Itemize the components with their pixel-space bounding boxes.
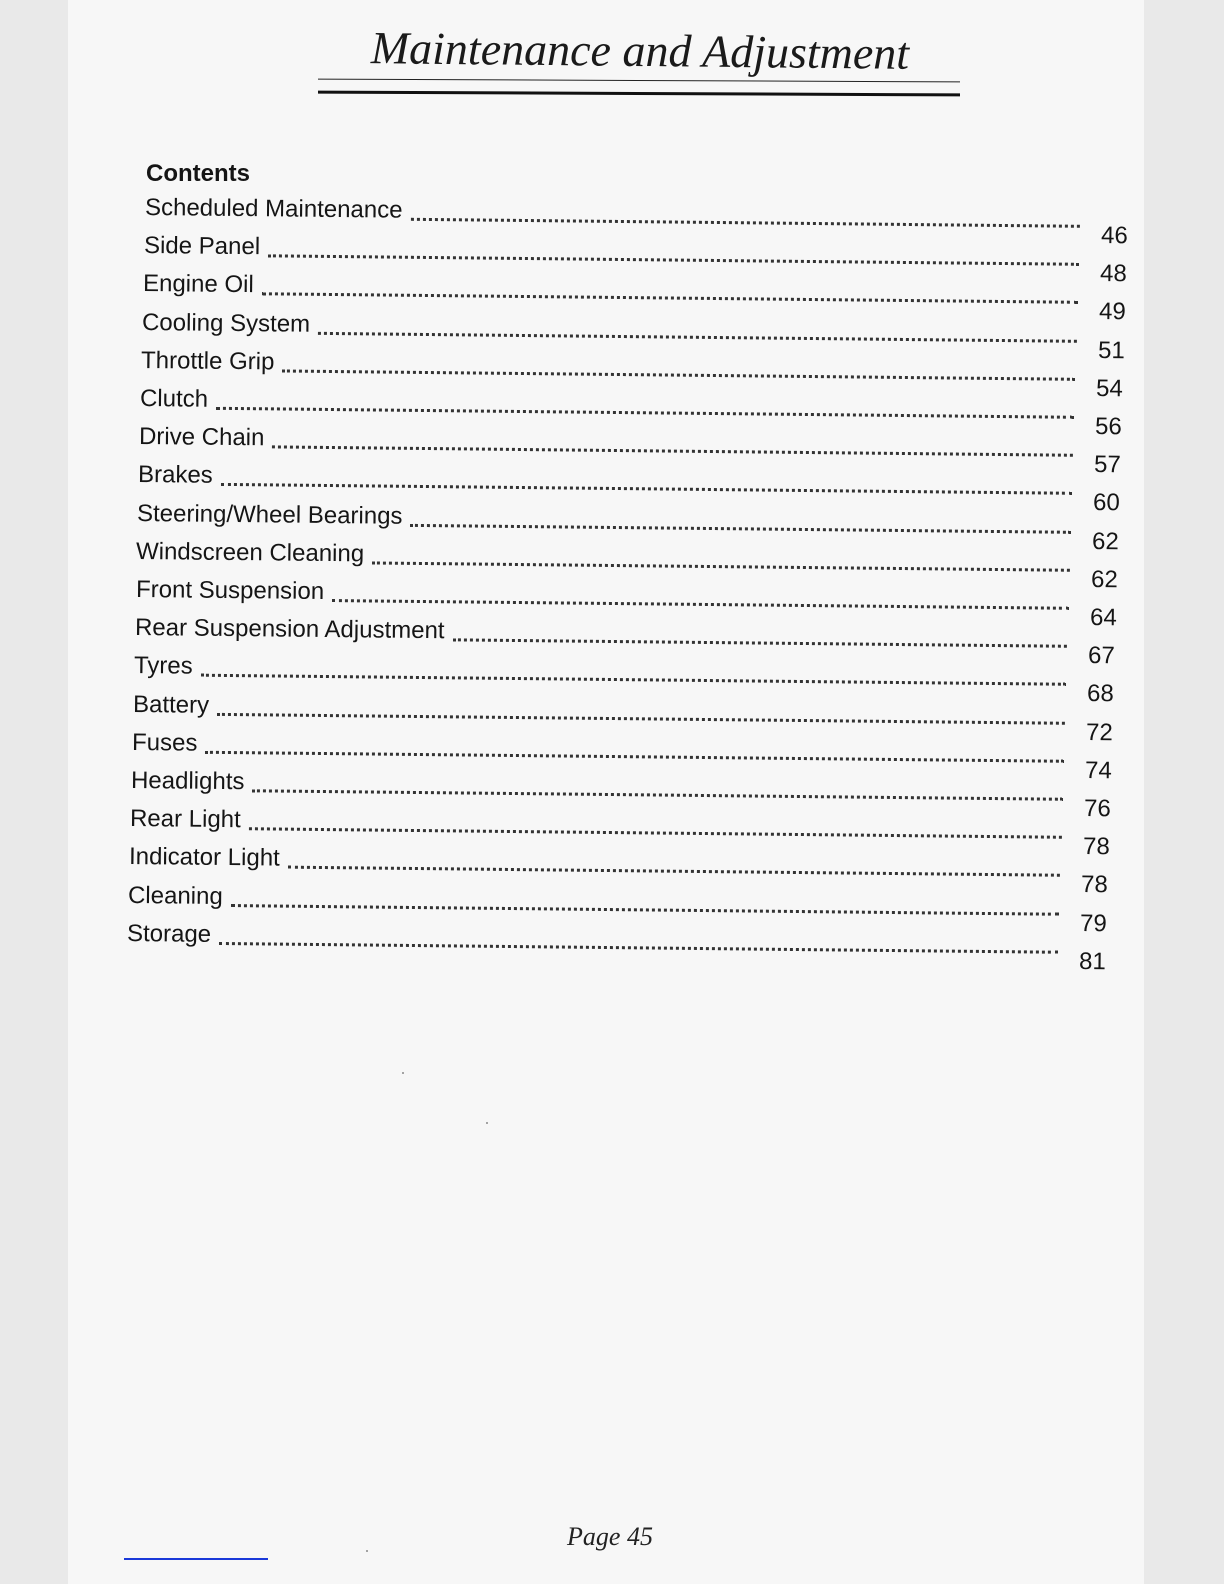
toc-entry-label: Headlights [130, 767, 245, 796]
toc-entry-page: 78 [1080, 870, 1108, 899]
toc-entry-label: Side Panel [143, 232, 261, 261]
toc-entry-page: 51 [1097, 337, 1125, 365]
toc-entry-label: Battery [132, 691, 210, 719]
toc-entry-page: 57 [1093, 451, 1121, 479]
toc-entry-label: Drive Chain [138, 423, 265, 452]
toc-leader-dots [252, 788, 1063, 800]
page-title: Maintenance and Adjustment [370, 22, 910, 79]
toc-leader-dots [410, 523, 1071, 534]
toc-leader-dots [205, 750, 1064, 763]
toc-entry-label: Brakes [137, 461, 213, 489]
toc-entry-page: 74 [1084, 756, 1112, 785]
toc-entry-page: 64 [1089, 603, 1117, 632]
toc-entry-page: 76 [1083, 794, 1111, 823]
toc-entry-page: 78 [1082, 832, 1110, 861]
toc-leader-dots [262, 291, 1078, 304]
toc-entry-page: 72 [1085, 718, 1113, 747]
toc-leader-dots [410, 217, 1079, 228]
toc-entry-page: 54 [1095, 375, 1123, 403]
toc-entry-label: Rear Light [129, 805, 241, 834]
toc-entry-label: Windscreen Cleaning [135, 538, 365, 568]
toc-entry-page: 62 [1090, 566, 1118, 594]
toc-entry-label: Tyres [133, 652, 193, 680]
toc-entry-page: 81 [1078, 947, 1106, 976]
scan-speck [402, 1072, 404, 1074]
toc-leader-dots [217, 712, 1065, 725]
contents-heading: Contents [146, 160, 250, 187]
toc-leader-dots [332, 598, 1069, 610]
toc-leader-dots [249, 826, 1062, 839]
toc-leader-dots [268, 253, 1079, 265]
toc-entry-label: Scheduled Maintenance [144, 194, 403, 224]
toc-entry-label: Storage [126, 920, 212, 948]
toc-entry-label: Engine Oil [142, 270, 254, 299]
toc-entry-page: 46 [1100, 222, 1128, 250]
scan-speck [486, 1122, 488, 1124]
toc-entry-page: 68 [1086, 679, 1114, 708]
toc-leader-dots [201, 673, 1066, 686]
toc-entry-label: Fuses [131, 729, 198, 757]
toc-leader-dots [452, 637, 1066, 647]
footer-link-line [124, 1558, 268, 1560]
toc-entry-page: 60 [1092, 489, 1120, 517]
toc-leader-dots [272, 444, 1073, 456]
toc-leader-dots [231, 903, 1059, 916]
toc-entry-page: 48 [1099, 260, 1127, 288]
toc-entry-label: Indicator Light [128, 843, 280, 872]
scan-speck [366, 1550, 368, 1552]
toc-entry-page: 67 [1087, 641, 1115, 670]
toc-leader-dots [221, 482, 1072, 495]
toc-entry-label: Steering/Wheel Bearings [136, 500, 403, 530]
toc-leader-dots [288, 865, 1060, 877]
toc-entry-label: Clutch [139, 385, 209, 413]
toc-entry-label: Cooling System [141, 309, 311, 338]
toc-leader-dots [219, 941, 1058, 954]
toc-entry-page: 79 [1079, 909, 1107, 938]
toc-entry-label: Rear Suspension Adjustment [134, 614, 445, 645]
toc-entry-page: 62 [1091, 528, 1119, 556]
toc-entry-label: Front Suspension [135, 576, 325, 605]
toc-entry-label: Cleaning [127, 882, 223, 910]
toc-leader-dots [372, 560, 1070, 571]
toc-leader-dots [216, 406, 1074, 419]
toc-entry-page: 49 [1098, 298, 1126, 326]
page-number: Page 45 [567, 1522, 653, 1551]
toc-entry-page: 56 [1094, 413, 1122, 441]
toc-entry-label: Throttle Grip [140, 347, 275, 376]
toc-leader-dots [318, 331, 1077, 343]
toc-leader-dots [282, 368, 1075, 380]
toc-entry [126, 920, 1106, 976]
